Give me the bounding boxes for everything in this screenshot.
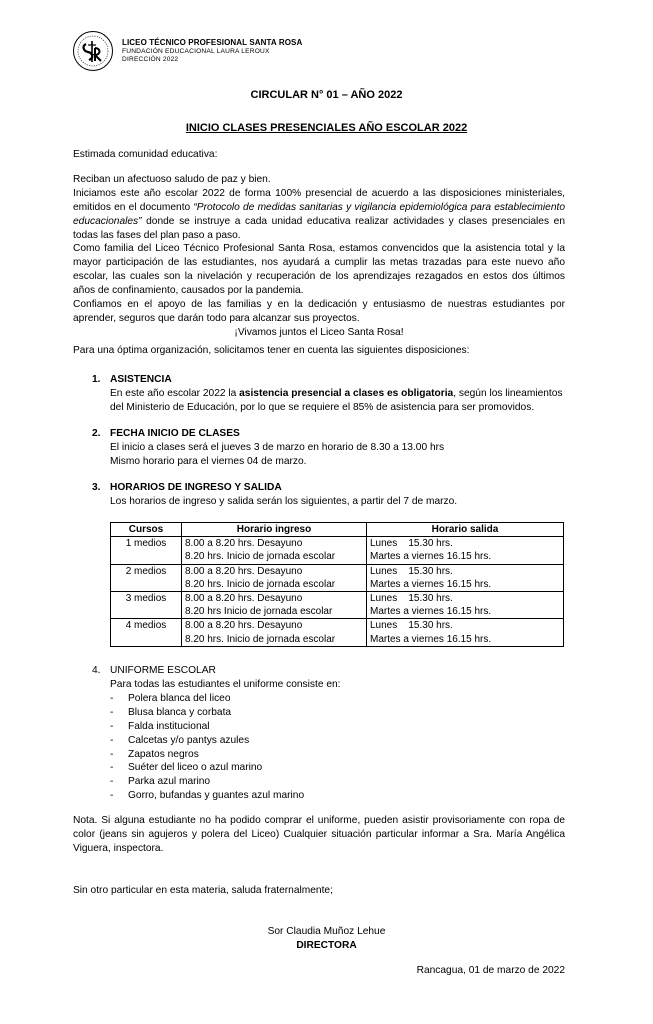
section-line: Mismo horario para el viernes 04 de marzo. (110, 455, 307, 467)
table-cell: Lunes 15.30 hrs. Martes a viernes 16.15 hrs. (367, 619, 564, 646)
list-item: - Blusa blanca y corbata (110, 706, 470, 720)
list-item: - Gorro, bufandas y guantes azul marino (110, 789, 470, 803)
table-cell: 8.00 a 8.20 hrs. Desayuno 8.20 hrs. Inicio de jornada escolar (182, 537, 367, 564)
intro-slogan: ¡Vivamos juntos el Liceo Santa Rosa! (234, 326, 404, 338)
intro-p4: Confiamos en el apoyo de las familias y en la dedicación y entusiasmo de nuestras estudiantes por aprender, seguros que darán todo para alcanzar sus proyectos. (73, 298, 565, 324)
table-cell: 8.00 a 8.20 hrs. Desayuno 8.20 hrs. Inicio de jornada escolar (182, 564, 367, 591)
table-cell: 4 medios (111, 619, 182, 646)
intro-p3: Como familia del Liceo Técnico Profesional Santa Rosa, estamos convencidos que la asistencia total y la mayor participación de las estudiantes, nos ayudará a cumplir las metas trazadas para este nuevo año escolar, las cuales son la nivelación y recuperación de los aprendizajes rezagados en estos dos últimos años de confinamiento, causados por la pandemia. (73, 243, 565, 296)
intro-block (73, 173, 565, 340)
table-header: Horario salida (367, 523, 564, 537)
greeting: Estimada comunidad educativa: (73, 149, 218, 160)
list-item: - Parka azul marino (110, 775, 470, 789)
list-item: - Falda institucional (110, 720, 470, 734)
table-cell: 3 medios (111, 591, 182, 618)
foundation-name: FUNDACIÓN EDUCACIONAL LAURA LEROUX (122, 47, 270, 55)
uniform-list (110, 692, 470, 803)
signature-role: DIRECTORA (296, 939, 357, 951)
intro-p2: Iniciamos este año escolar 2022 de forma 100% presencial de acuerdo a las disposiciones ministeriales, emitidos en el documento “Protocolo de medidas sanitarias y vigilancia epidemiológica para establecimiento educacionales” donde se instruye a cada unidad educativa realizar actividades y clases presenciales en todas las fases del plan paso a paso. (73, 187, 565, 241)
list-item: - Suéter del liceo o azul marino (110, 761, 470, 775)
list-item: - Zapatos negros (110, 748, 470, 762)
table-header-row (111, 523, 564, 537)
table-cell: 8.00 a 8.20 hrs. Desayuno 8.20 hrs Inicio de jornada escolar (182, 591, 367, 618)
section-text: En este año escolar 2022 la asistencia presencial a clases es obligatoria, según los lineamientos del Ministerio de Educación, por lo que se requiere el 85% de asistencia para ser promovidos. (110, 387, 563, 413)
dispositions-intro: Para una óptima organización, solicitamos tener en cuenta las siguientes disposiciones: (73, 345, 470, 356)
table-cell: 1 medios (111, 537, 182, 564)
section-heading: 3. HORARIOS DE INGRESO Y SALIDA (92, 482, 282, 493)
section-heading: 4. UNIFORME ESCOLAR (92, 665, 216, 676)
section-asistencia (92, 373, 572, 415)
signature-block (0, 925, 653, 953)
table-cell: Lunes 15.30 hrs. Martes a viernes 16.15 hrs. (367, 537, 564, 564)
table-header: Horario ingreso (182, 523, 367, 537)
table-cell: Lunes 15.30 hrs. Martes a viernes 16.15 hrs. (367, 564, 564, 591)
section-horarios (92, 481, 572, 509)
section-line: El inicio a clases será el jueves 3 de marzo en horario de 8.30 a 13.00 hrs (110, 441, 445, 453)
list-item: - Calcetas y/o pantys azules (110, 734, 470, 748)
schedule-table (110, 522, 564, 647)
document-title: INICIO CLASES PRESENCIALES AÑO ESCOLAR 2022 (185, 122, 468, 134)
section-text: Para todas las estudiantes el uniforme consiste en: (110, 678, 341, 690)
table-row (111, 619, 564, 646)
section-uniforme (92, 664, 572, 692)
table-cell: Lunes 15.30 hrs. Martes a viernes 16.15 hrs. (367, 591, 564, 618)
table-cell: 8.00 a 8.20 hrs. Desayuno 8.20 hrs. Inicio de jornada escolar (182, 619, 367, 646)
table-row (111, 591, 564, 618)
table-cell: 2 medios (111, 564, 182, 591)
section-heading: 1. ASISTENCIA (92, 374, 172, 385)
section-heading: 2. FECHA INICIO DE CLASES (92, 428, 240, 439)
table-header: Cursos (111, 523, 182, 537)
signature-name: Sor Claudia Muñoz Lehue (267, 926, 386, 937)
table-row (111, 537, 564, 564)
intro-p1: Reciban un afectuoso saludo de paz y bien. (73, 174, 271, 185)
school-seal-logo (72, 30, 114, 72)
letterhead (72, 30, 302, 72)
school-name: LICEO TÉCNICO PROFESIONAL SANTA ROSA (122, 38, 303, 48)
closing-line: Sin otro particular en esta materia, saluda fraternalmente; (73, 885, 333, 896)
place-date: Rancagua, 01 de marzo de 2022 (416, 965, 565, 976)
list-item: - Polera blanca del liceo (110, 692, 470, 706)
note-paragraph: Nota. Si alguna estudiante no ha podido comprar el uniforme, pueden asistir provisoriamente con ropa de color (jeans sin agujeros y polera del Liceo) Cualquier situación particular informar a Sra. María Angélica Viguera, inspectora. (73, 815, 565, 854)
circular-title: CIRCULAR N° 01 – AÑO 2022 (250, 89, 403, 101)
direction-year: DIRECCIÓN 2022 (122, 55, 179, 63)
section-fecha-inicio (92, 427, 572, 469)
table-row (111, 564, 564, 591)
section-text: Los horarios de ingreso y salida serán los siguientes, a partir del 7 de marzo. (110, 495, 458, 507)
